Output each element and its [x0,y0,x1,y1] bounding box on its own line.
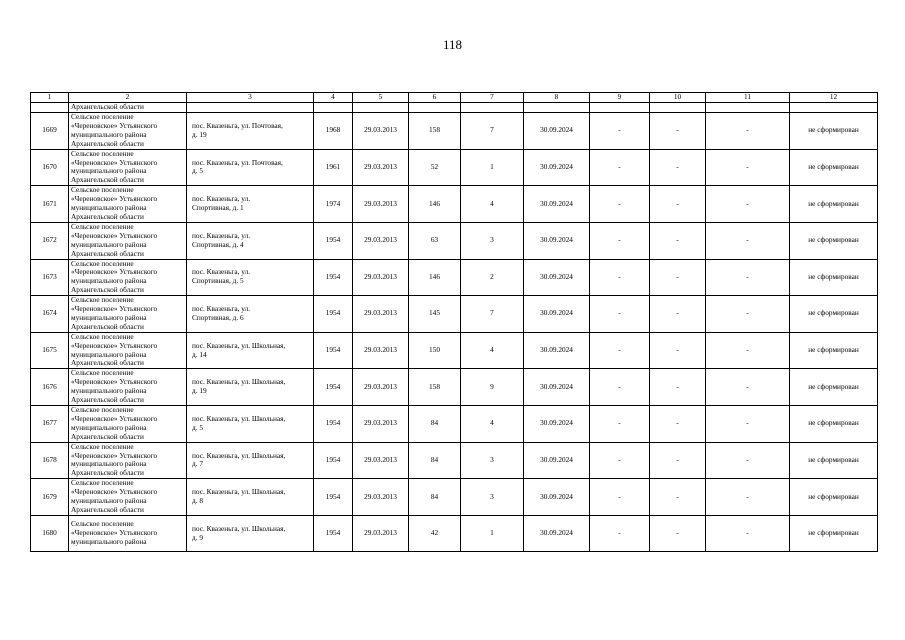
col11-cell: - [706,259,790,296]
owner-line: Сельское поселение [71,442,134,451]
col10-cell: - [650,186,706,223]
address-cell [187,515,314,552]
col9-cell: - [590,296,650,333]
column-header: 9 [590,93,650,103]
table-row [31,369,878,406]
row-number-cell: 1679 [31,479,69,516]
column-header: 2 [69,93,187,103]
col11-cell: - [706,222,790,259]
date-cell: 29.03.2013 [353,332,409,369]
owner-line: Сельское поселение [71,368,134,378]
status-cell: не сформирован [790,406,878,443]
row-number-cell: 1675 [31,332,69,369]
col10-cell: - [650,296,706,333]
date-cell: 29.03.2013 [353,515,409,552]
owner-line: муниципального района [71,537,147,547]
address-cell [187,442,314,479]
col11-cell: - [706,406,790,443]
col8-cell: 30.09.2024 [524,515,590,552]
year-cell: 1954 [314,369,353,406]
col10-cell: - [650,442,706,479]
status-cell: не сформирован [790,369,878,406]
year-cell: 1954 [314,296,353,333]
owner-line: Архангельской области [71,175,144,185]
col6-cell: 146 [409,259,461,296]
col6-cell: 150 [409,332,461,369]
row-number-cell: 1669 [31,113,69,150]
col8-cell: 30.09.2024 [524,113,590,150]
col10-cell: - [650,332,706,369]
owner-line: муниципального района [71,276,147,286]
col6-cell: 84 [409,442,461,479]
owner-line: муниципального района [71,203,147,213]
owner-line: муниципального района [71,349,147,359]
owner-line: «Череновское» Устьянского [71,120,158,130]
col8-cell: 30.09.2024 [524,149,590,186]
owner-line: Сельское поселение [71,222,134,231]
date-cell: 29.03.2013 [353,479,409,516]
table-row [31,222,878,259]
continuation-row [31,103,878,113]
col6-cell: 52 [409,149,461,186]
owner-cell [69,369,187,406]
owner-cell [69,515,187,552]
owner-line: Сельское поселение [71,405,134,414]
address-cell [187,186,314,223]
date-cell: 29.03.2013 [353,296,409,333]
column-header: 3 [187,93,314,103]
column-header: 8 [524,93,590,103]
owner-line: Сельское поселение [71,295,134,305]
address-line: д. 19 [192,386,207,396]
col7-cell: 7 [461,296,524,333]
col11-cell: - [706,332,790,369]
address-cell [187,406,314,443]
col9-cell: - [590,369,650,406]
owner-line: Сельское поселение [71,478,134,488]
col10-cell: - [650,369,706,406]
col7-cell: 3 [461,222,524,259]
address-cell [187,479,314,516]
date-cell: 29.03.2013 [353,113,409,150]
row-number-cell: 1672 [31,222,69,259]
owner-cell [69,332,187,369]
status-cell: не сформирован [790,442,878,479]
owner-line: муниципального района [71,129,147,139]
date-cell: 29.03.2013 [353,259,409,296]
year-cell: 1954 [314,406,353,443]
address-line: Спортивная, д. 4 [192,239,244,249]
col7-cell: 9 [461,369,524,406]
col8-cell: 30.09.2024 [524,442,590,479]
owner-line: муниципального района [71,166,147,176]
address-line: пос. Квазеньга, ул. Школьная, [192,413,286,423]
col7-cell: 1 [461,149,524,186]
address-line: д. 8 [192,496,204,506]
owner-cell [69,222,187,259]
address-cell [187,222,314,259]
address-line: д. 19 [192,129,207,139]
owner-line: муниципального района [71,459,147,469]
col11-cell: - [706,186,790,223]
owner-line: «Череновское» Устьянского [71,528,158,538]
owner-line: муниципального района [71,312,147,322]
col11-cell: - [706,296,790,333]
row-number-cell: 1680 [31,515,69,552]
column-header: 7 [461,93,524,103]
owner-line: Сельское поселение [71,259,134,268]
table-row [31,149,878,186]
address-line: пос. Квазеньга, ул. Школьная, [192,523,286,533]
year-cell: 1954 [314,442,353,479]
col10-cell: - [650,149,706,186]
owner-cell [69,442,187,479]
status-cell: не сформирован [790,113,878,150]
col10-cell: - [650,259,706,296]
table-row [31,259,878,296]
address-line: Спортивная, д. 6 [192,312,244,322]
address-line: д. 14 [192,349,207,359]
address-cell [187,332,314,369]
col9-cell: - [590,149,650,186]
col10-cell: - [650,113,706,150]
col10-cell: - [650,406,706,443]
owner-cell [69,113,187,150]
owner-line: Архангельской области [71,358,144,368]
col11-cell: - [706,479,790,516]
address-line: пос. Квазеньга, ул. [192,230,251,240]
address-cell [187,113,314,150]
year-cell: 1961 [314,149,353,186]
owner-line: «Череновское» Устьянского [71,304,158,314]
col9-cell: - [590,406,650,443]
status-cell: не сформирован [790,259,878,296]
owner-line: Архангельской области [71,285,144,295]
owner-line: «Череновское» Устьянского [71,413,158,423]
col7-cell: 7 [461,113,524,150]
col11-cell: - [706,113,790,150]
row-number-cell: 1678 [31,442,69,479]
col10-cell: - [650,479,706,516]
address-line: пос. Квазеньга, ул. [192,267,251,277]
address-line: д. 5 [192,422,204,432]
owner-cell [69,259,187,296]
col7-cell: 1 [461,515,524,552]
owner-line: Архангельской области [71,504,144,514]
owner-cell [69,296,187,333]
col6-cell: 63 [409,222,461,259]
status-cell: не сформирован [790,332,878,369]
table-row [31,515,878,552]
owner-line: Архангельской области [71,431,144,441]
column-header: 11 [706,93,790,103]
col9-cell: - [590,222,650,259]
table-row [31,479,878,516]
column-header: 5 [353,93,409,103]
row-number-cell: 1671 [31,186,69,223]
col6-cell: 84 [409,479,461,516]
year-cell: 1954 [314,515,353,552]
col11-cell: - [706,369,790,406]
column-header: 12 [790,93,878,103]
address-cell [187,296,314,333]
owner-line: муниципального района [71,422,147,432]
owner-line: «Череновское» Устьянского [71,194,158,204]
owner-line: «Череновское» Устьянского [71,230,158,240]
col7-cell: 4 [461,186,524,223]
col7-cell: 3 [461,479,524,516]
owner-continuation: Архангельской области [69,103,187,113]
col9-cell: - [590,332,650,369]
date-cell: 29.03.2013 [353,149,409,186]
owner-line: Сельское поселение [71,185,134,195]
owner-cell [69,479,187,516]
col9-cell: - [590,113,650,150]
year-cell: 1954 [314,259,353,296]
col8-cell: 30.09.2024 [524,479,590,516]
col11-cell: - [706,515,790,552]
address-line: пос. Квазеньга, ул. [192,304,251,314]
owner-line: «Череновское» Устьянского [71,157,158,167]
status-cell: не сформирован [790,296,878,333]
row-number-cell: 1674 [31,296,69,333]
registry-table [30,92,878,552]
owner-cell [69,406,187,443]
owner-line: Архангельской области [71,248,144,258]
col9-cell: - [590,479,650,516]
column-header: 10 [650,93,706,103]
column-number-row [31,93,878,103]
owner-line: «Череновское» Устьянского [71,377,158,387]
owner-line: «Череновское» Устьянского [71,267,158,277]
address-line: пос. Квазеньга, ул. Школьная, [192,450,286,460]
row-number-cell: 1670 [31,149,69,186]
table-row [31,296,878,333]
owner-line: муниципального района [71,239,147,249]
owner-line: Архангельской области [71,395,144,405]
date-cell: 29.03.2013 [353,406,409,443]
owner-line: Сельское поселение [71,149,134,158]
owner-line: Архангельской области [71,138,144,148]
owner-line: Сельское поселение [71,112,134,121]
col9-cell: - [590,259,650,296]
year-cell: 1954 [314,479,353,516]
col6-cell: 158 [409,113,461,150]
col8-cell: 30.09.2024 [524,406,590,443]
status-cell: не сформирован [790,149,878,186]
owner-cell [69,149,187,186]
col9-cell: - [590,442,650,479]
column-header: 4 [314,93,353,103]
col7-cell: 3 [461,442,524,479]
col8-cell: 30.09.2024 [524,186,590,223]
col9-cell: - [590,186,650,223]
year-cell: 1974 [314,186,353,223]
row-number-cell: 1677 [31,406,69,443]
owner-line: «Череновское» Устьянского [71,487,158,497]
address-line: пос. Квазеньга, ул. Почтовая, [192,120,283,130]
col8-cell: 30.09.2024 [524,369,590,406]
page-number: 118 [442,37,463,52]
col6-cell: 84 [409,406,461,443]
status-cell: не сформирован [790,479,878,516]
col8-cell: 30.09.2024 [524,222,590,259]
owner-line: Архангельской области [71,468,144,478]
col8-cell: 30.09.2024 [524,259,590,296]
table-row [31,113,878,150]
col11-cell: - [706,149,790,186]
col6-cell: 42 [409,515,461,552]
col7-cell: 2 [461,259,524,296]
owner-line: «Череновское» Устьянского [71,450,158,460]
status-cell: не сформирован [790,515,878,552]
address-line: пос. Квазеньга, ул. Школьная, [192,377,286,387]
year-cell: 1954 [314,332,353,369]
row-number-cell: 1673 [31,259,69,296]
year-cell: 1968 [314,113,353,150]
col7-cell: 4 [461,406,524,443]
owner-line: муниципального района [71,496,147,506]
col6-cell: 146 [409,186,461,223]
owner-line: Архангельской области [71,321,144,331]
table-row [31,406,878,443]
date-cell: 29.03.2013 [353,369,409,406]
owner-line: Сельское поселение [71,332,134,341]
address-line: Спортивная, д. 1 [192,203,244,213]
address-cell [187,149,314,186]
date-cell: 29.03.2013 [353,442,409,479]
address-line: пос. Квазеньга, ул. [192,194,251,204]
col9-cell: - [590,515,650,552]
col8-cell: 30.09.2024 [524,296,590,333]
table-row [31,186,878,223]
col10-cell: - [650,515,706,552]
status-cell: не сформирован [790,222,878,259]
address-line: д. 7 [192,459,204,469]
col7-cell: 4 [461,332,524,369]
table-row [31,442,878,479]
owner-line: Сельское поселение [71,519,134,529]
table-row [31,332,878,369]
row-number-cell: 1676 [31,369,69,406]
col6-cell: 145 [409,296,461,333]
address-line: д. 5 [192,166,204,176]
col8-cell: 30.09.2024 [524,332,590,369]
date-cell: 29.03.2013 [353,186,409,223]
year-cell: 1954 [314,222,353,259]
col10-cell: - [650,222,706,259]
column-header: 1 [31,93,69,103]
col6-cell: 158 [409,369,461,406]
col11-cell: - [706,442,790,479]
address-line: д. 9 [192,532,204,542]
owner-line: муниципального района [71,386,147,396]
address-line: Спортивная, д. 5 [192,276,244,286]
address-cell [187,259,314,296]
owner-line: «Череновское» Устьянского [71,340,158,350]
address-line: пос. Квазеньга, ул. Почтовая, [192,157,283,167]
owner-line: Архангельской области [71,211,144,221]
address-line: пос. Квазеньга, ул. Школьная, [192,340,286,350]
date-cell: 29.03.2013 [353,222,409,259]
owner-cell [69,186,187,223]
column-header: 6 [409,93,461,103]
address-line: пос. Квазеньга, ул. Школьная, [192,487,286,497]
status-cell: не сформирован [790,186,878,223]
address-cell [187,369,314,406]
